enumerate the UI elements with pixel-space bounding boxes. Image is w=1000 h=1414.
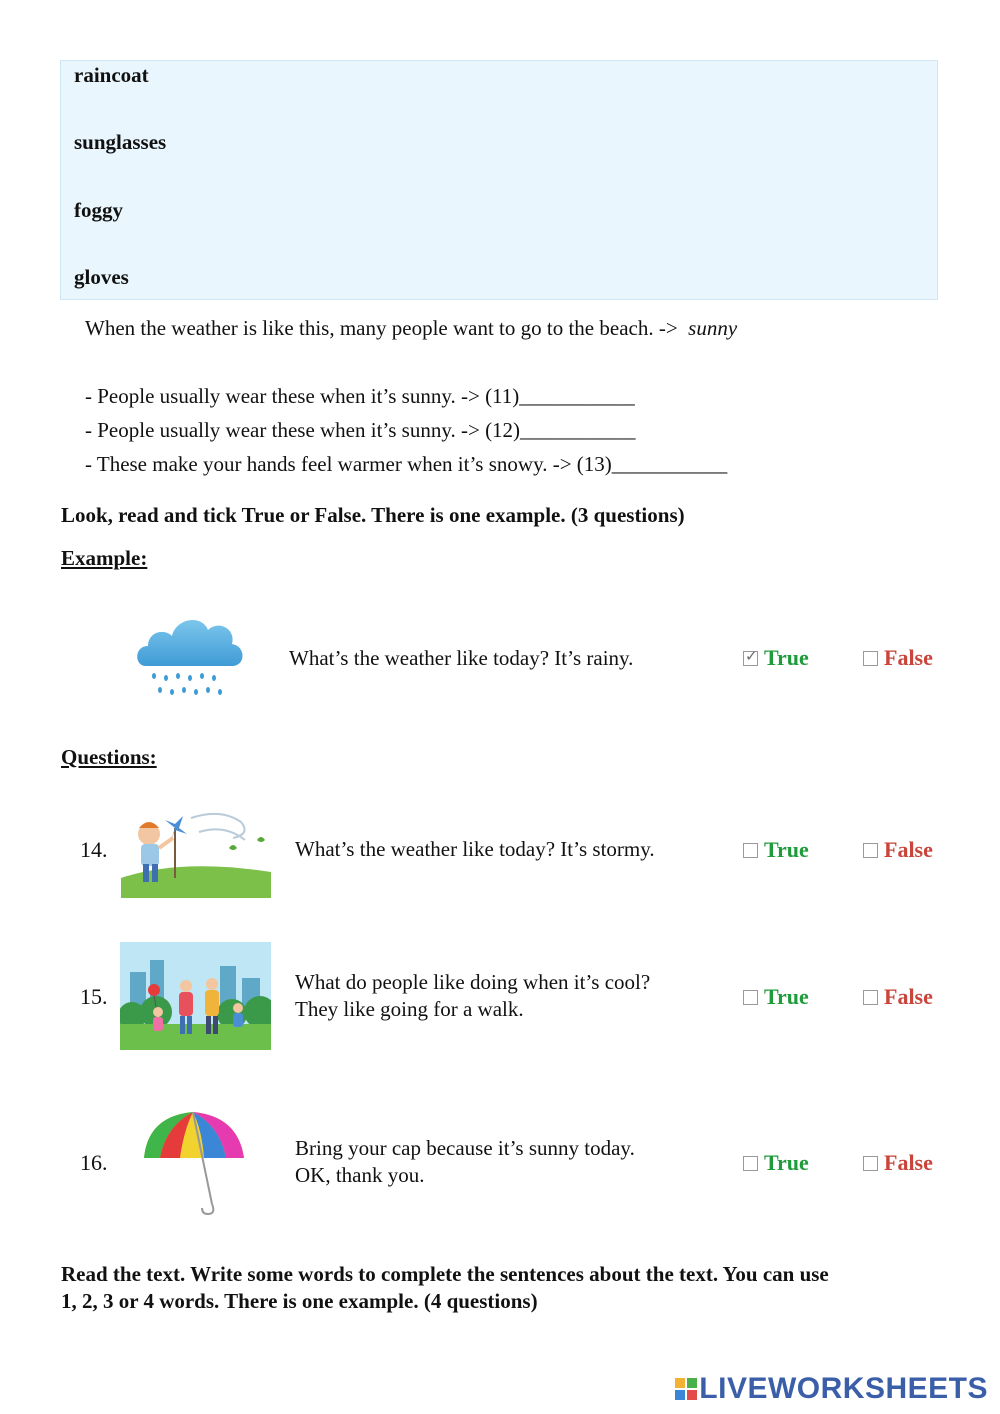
true-false-instruction: Look, read and tick True or False. There is one example. (3 questions): [61, 503, 685, 527]
question-answer-line: They like going for a walk.: [295, 997, 524, 1021]
word-bank-item: gloves: [74, 265, 129, 289]
checkbox-icon: [863, 843, 878, 858]
q16-true-checkbox[interactable]: True: [743, 1150, 809, 1176]
questions-heading: Questions:: [61, 745, 157, 769]
q15-false-checkbox[interactable]: False: [863, 984, 933, 1010]
question-answer-line: OK, thank you.: [295, 1163, 425, 1187]
liveworksheets-logo[interactable]: [675, 1372, 988, 1406]
q14-false-checkbox[interactable]: False: [863, 837, 933, 863]
logo-text: LIVEWORKSHEETS: [699, 1372, 988, 1405]
example-heading: Example:: [61, 546, 148, 570]
question-statement: What’s the weather like today? It’s stormy.: [295, 837, 655, 861]
umbrella-image: [138, 1106, 248, 1218]
word-bank-box: [60, 60, 938, 300]
fill-item-12[interactable]: - People usually wear these when it’s sunny. -> (12)___________: [85, 418, 636, 442]
fill-item-13[interactable]: - These make your hands feel warmer when it’s snowy. -> (13)___________: [85, 452, 728, 476]
question-statement: Bring your cap because it’s sunny today.: [295, 1136, 635, 1160]
family-walk-park-image: [120, 942, 271, 1050]
logo-grid-icon: [675, 1378, 697, 1400]
checkbox-icon: [743, 1156, 758, 1171]
example-true-checkbox[interactable]: ✓ True: [743, 645, 809, 671]
q15-true-checkbox[interactable]: True: [743, 984, 809, 1010]
word-bank-item: raincoat: [74, 63, 149, 87]
reading-instruction-line1: Read the text. Write some words to complete the sentences about the text. You can use: [61, 1262, 829, 1286]
example-sentence: [85, 316, 737, 341]
checked-box-icon: [743, 651, 758, 666]
checkbox-icon: [863, 651, 878, 666]
reading-instruction-line2: 1, 2, 3 or 4 words. There is one example. (4 questions): [61, 1289, 538, 1313]
checkbox-icon: [863, 1156, 878, 1171]
windy-boy-pinwheel-image: [121, 798, 271, 898]
word-bank-item: sunglasses: [74, 130, 167, 154]
checkbox-icon: [743, 843, 758, 858]
question-statement: What do people like doing when it’s cool?: [295, 970, 651, 994]
q14-true-checkbox[interactable]: True: [743, 837, 809, 863]
question-number: 14.: [80, 837, 108, 862]
fill-item-11[interactable]: - People usually wear these when it’s sunny. -> (11)___________: [85, 384, 635, 408]
question-number: 16.: [80, 1150, 108, 1175]
checkbox-icon: [743, 990, 758, 1005]
example-sentence-text: When the weather is like this, many people want to go to the beach. ->: [85, 316, 678, 340]
example-statement: What’s the weather like today? It’s rainy.: [289, 646, 634, 670]
example-false-checkbox[interactable]: False: [863, 645, 933, 671]
rain-cloud-icon: [132, 606, 246, 702]
example-answer: sunny: [688, 316, 738, 340]
question-number: 15.: [80, 984, 108, 1009]
checkbox-icon: [863, 990, 878, 1005]
word-bank-item: foggy: [74, 198, 123, 222]
q16-false-checkbox[interactable]: False: [863, 1150, 933, 1176]
